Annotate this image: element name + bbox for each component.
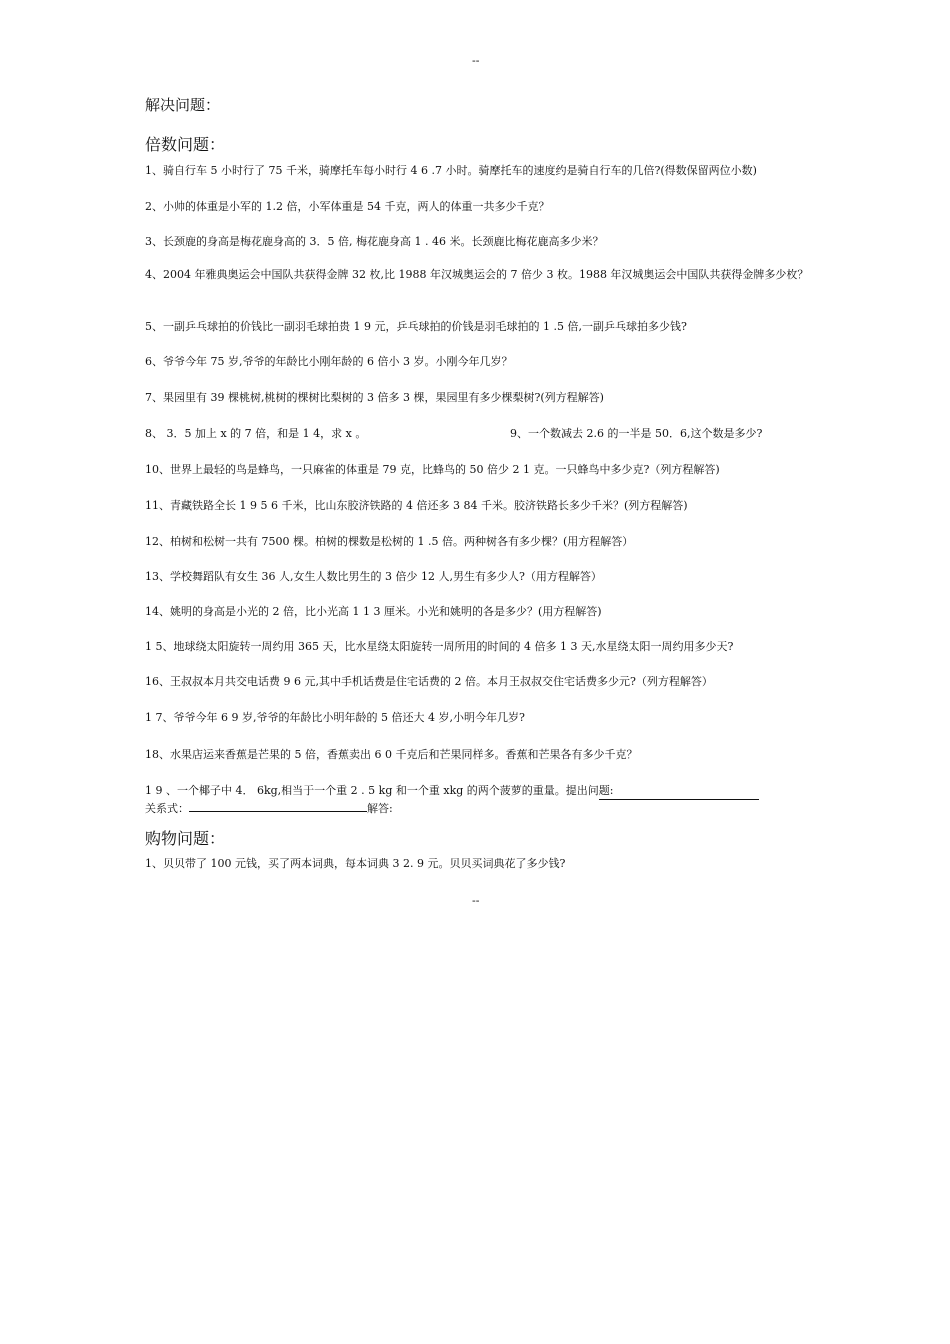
relation-blank[interactable] [189,799,367,812]
question-4: 4、2004 年雅典奥运会中国队共获得金牌 32 枚,比 1988 年汉城奥运会的 7 倍少 3 枚。1988 年汉城奥运会中国队共获得金牌多少枚？ [145,268,809,281]
question-16: 16、王叔叔本月共交电话费 9 6 元,其中手机话费是住宅话费的 2 倍。本月王叔叔交住宅话费多少元?（列方程解答） [145,675,713,688]
multiple-problems-title: 倍数问题： [145,135,226,154]
question-2: 2、小帅的体重是小军的 1.2 倍，小军体重是 54 千克，两人的体重一共多少千克？ [145,200,550,213]
question-17: 1 7、爷爷今年 6 9 岁,爷爷的年龄比小明年龄的 5 倍还大 4 岁,小明今年几岁? [145,711,525,724]
question-8: 8、 3．5 加上 x 的 7 倍，和是 1 4，求 x 。 [145,427,367,440]
question-19-text: 1 9 、一个椰子中 4． 6kg,相当于一个重 2 . 5 kg 和一个重 xkg 的两个菠萝的重量。提出问 [145,784,599,797]
question-18: 18、水果店运来香蕉是芒果的 5 倍，香蕉卖出 6 0 千克后和芒果同样多。香蕉和芒果各有多少千克？ [145,748,638,761]
shopping-question-1: 1、贝贝带了 100 元钱，买了两本词典，每本词典 3 2. 9 元。贝贝买词典花了多少钱? [145,857,566,870]
question-12: 12、柏树和松树一共有 7500 棵。柏树的棵数是松树的 1 .5 倍。两种树各有多少棵？(用方程解答） [145,535,634,548]
question-1: 1、骑自行车 5 小时行了 75 千米，骑摩托车每小时行 4 6 .7 小时。骑摩托车的速度约是骑自行车的几倍?(得数保留两位小数) [145,164,757,177]
answer-label: 解答: [367,802,393,815]
question-19-answer-line [145,799,825,817]
question-blank [598,782,759,797]
question-19 [145,782,825,799]
header-marker: -- [472,54,480,67]
question-11: 11、青藏铁路全长 1 9 5 6 千米，比山东胶济铁路的 4 倍还多 3 84 千米。胶济铁路长多少千米？(列方程解答) [145,499,688,512]
question-7: 7、果园里有 39 棵桃树,桃树的棵树比梨树的 3 倍多 3 棵，果园里有多少棵梨树?(列方程解答) [145,391,604,404]
section-title: 解决问题： [145,96,221,114]
question-10: 10、世界上最轻的鸟是蜂鸟，一只麻雀的体重是 79 克，比蜂鸟的 50 倍少 2 1 克。一只蜂鸟中多少克?（列方程解答) [145,463,720,476]
question-14: 14、姚明的身高是小光的 2 倍，比小光高 1 1 3 厘米。小光和姚明的各是多少？(用方程解答) [145,605,602,618]
shopping-problems-title: 购物问题： [145,829,226,848]
question-5: 5、一副乒乓球拍的价钱比一副羽毛球拍贵 1 9 元，乒乓球拍的价钱是羽毛球拍的 1 .5 倍,一副乒乓球拍多少钱? [145,320,687,333]
question-13: 13、学校舞蹈队有女生 36 人,女生人数比男生的 3 倍少 12 人,男生有多少人?（用方程解答） [145,570,602,583]
footer-marker: -- [472,894,480,907]
question-3: 3、长颈鹿的身高是梅花鹿身高的 3．5 倍, 梅花鹿身高 1 . 46 米。长颈鹿比梅花鹿高多少米？ [145,235,604,248]
question-6: 6、爷爷今年 75 岁,爷爷的年龄比小刚年龄的 6 倍小 3 岁。小刚今年几岁？ [145,355,513,368]
relation-label: 关系式： [145,802,189,815]
question-9: 9、一个数减去 2.6 的一半是 50．6,这个数是多少? [510,427,763,440]
question-blank-text: 题: [599,782,759,800]
question-15: 1 5、地球绕太阳旋转一周约用 365 天，比水星绕太阳旋转一周所用的时间的 4 倍多 1 3 天,水星绕太阳一周约用多少天? [145,640,734,653]
